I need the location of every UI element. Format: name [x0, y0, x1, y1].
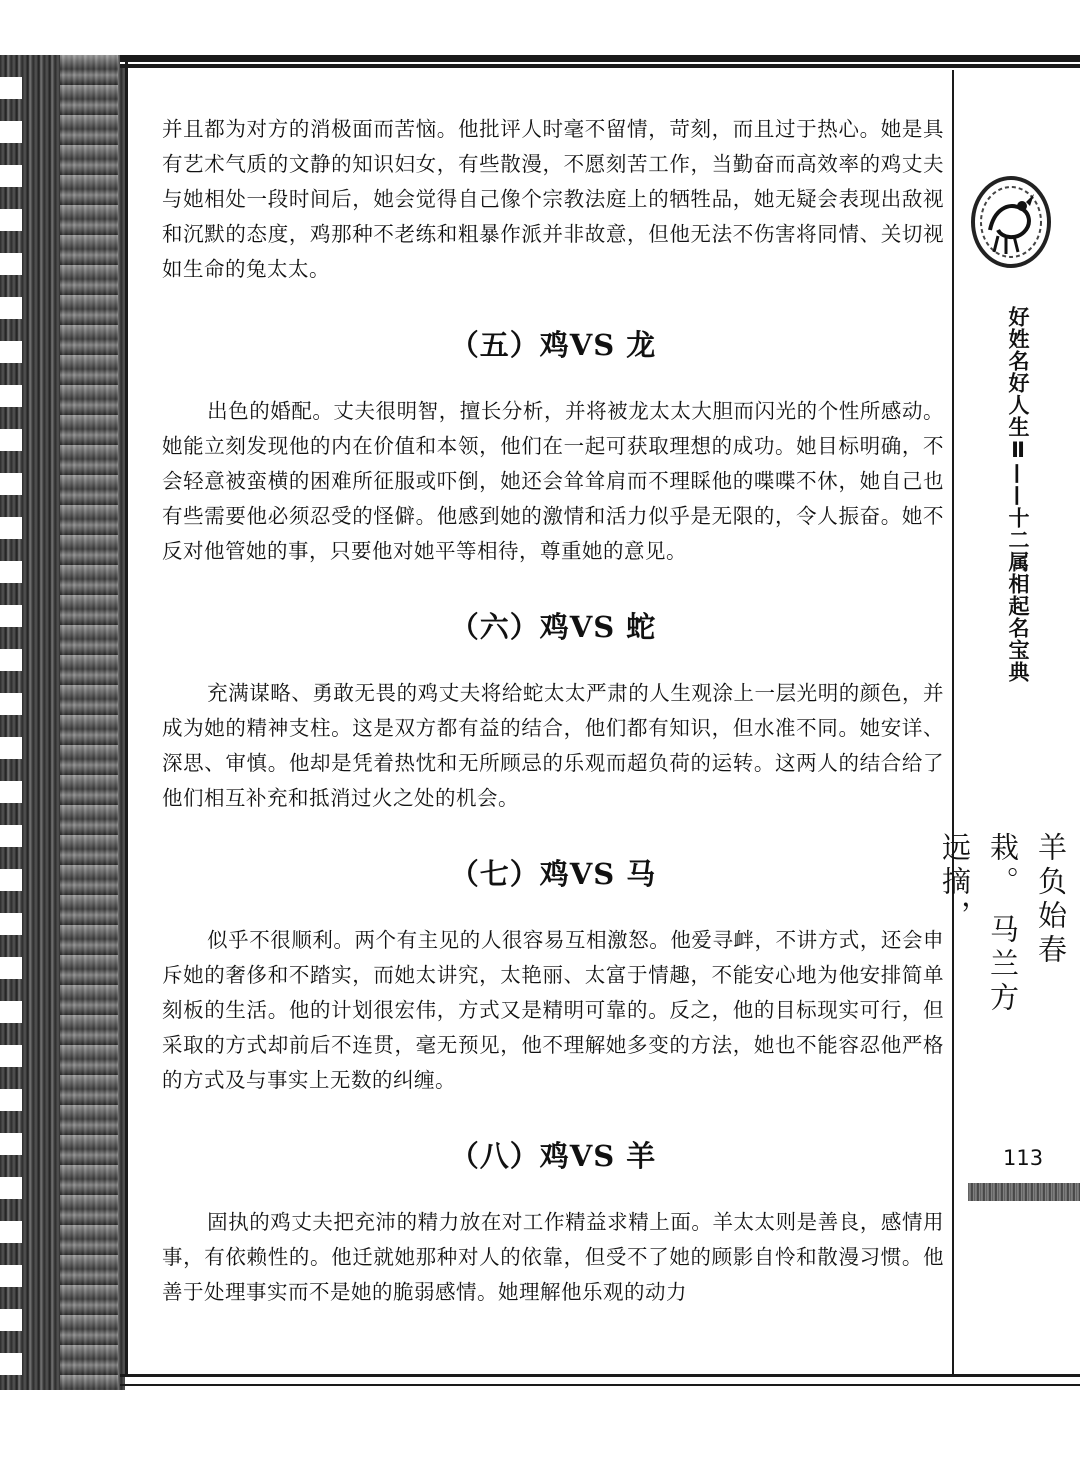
bottom-frame-rule-secondary	[120, 1384, 1080, 1386]
opening-paragraph: 并且都为对方的消极面而苦恼。他批评人时毫不留情，苛刻，而且过于热心。她是具有艺术气质的文静的知识妇女，有些散漫，不愿刻苦工作，当勤奋而高效率的鸡丈夫与她相处一段时间后，她会觉得自己像个宗教法庭上的牺牲品，她无疑会表现出敌视和沉默的态度，鸡那种不老练和粗暴作派并非故意，但他无法不伤害将同情、关切视如生命的兔太太。	[162, 117, 944, 281]
section-text-sheep: 固执的鸡丈夫把充沛的精力放在对工作精益求精上面。羊太太则是善良，感情用事，有依赖性的。他迁就她那种对人的依靠，但受不了她的顾影自怜和散漫习惯。他善于处理事实而不是她的脆弱感情。她理解他乐观的动力	[162, 1210, 944, 1304]
right-frame-rule	[952, 70, 954, 1374]
left-frame-rule	[125, 62, 128, 1376]
page-number-bar	[968, 1183, 1080, 1201]
bottom-frame-rule	[120, 1374, 1080, 1377]
poem-line-2: 马兰方远摘，	[938, 832, 1020, 1017]
decorative-film-strip	[0, 55, 125, 1390]
page-number: 113	[1003, 1146, 1044, 1170]
book-series-title: 好姓名好人生Ⅱ——十二属相起名宝典	[1006, 306, 1030, 683]
margin-poem	[938, 832, 1075, 1032]
section-text-snake: 充满谋略、勇敢无畏的鸡丈夫将给蛇太太严肃的人生观涂上一层光明的颜色，并成为她的精神支柱。这是双方都有益的结合，他们都有知识，但水准不同。她安详、深思、审慎。他却是凭着热忱和无所顾忌的乐观而超负荷的运转。这两人的结合给了他们相互补充和抵消过火之处的机会。	[162, 681, 944, 810]
section-text-dragon: 出色的婚配。丈夫很明智，擅长分析，并将被龙太太大胆而闪光的个性所感动。她能立刻发现他的内在价值和本领，他们在一起可获取理想的成功。她目标明确，不会轻意被蛮横的困难所征服或吓倒，她还会耸耸肩而不理睬他的喋喋不休，她自己也有些需要他必须忍受的怪僻。他感到她的激情和活力似乎是无限的，令人振奋。她不反对他管她的事，只要他对她平等相待，尊重她的意见。	[162, 399, 944, 563]
section-heading-snake: （六）鸡VS 蛇	[449, 610, 657, 644]
poem-line-1: 羊负始春栽。	[986, 832, 1068, 968]
page-body	[162, 112, 944, 1310]
section-heading-sheep: （八）鸡VS 羊	[449, 1139, 657, 1173]
top-frame-rule	[120, 55, 1080, 64]
section-text-horse: 似乎不很顺利。两个有主见的人很容易互相激怒。他爱寻衅，不讲方式，还会申斥她的奢侈和不踏实，而她太讲究，太艳丽、太富于情趣，不能安心地为他安排简单刻板的生活。他的计划很宏伟，方式又是精明可靠的。反之，他的目标现实可行，但采取的方式却前后不连贯，毫无预见，他不理解她多变的方法，她也不能容忍他严格的方式及与事实上无数的纠缠。	[162, 928, 944, 1092]
film-perforations	[0, 55, 22, 1390]
rooster-emblem-icon	[968, 172, 1054, 272]
calligraphy-column-image	[60, 55, 118, 1390]
section-heading-horse: （七）鸡VS 马	[449, 857, 657, 891]
section-heading-dragon: （五）鸡VS 龙	[449, 328, 657, 362]
